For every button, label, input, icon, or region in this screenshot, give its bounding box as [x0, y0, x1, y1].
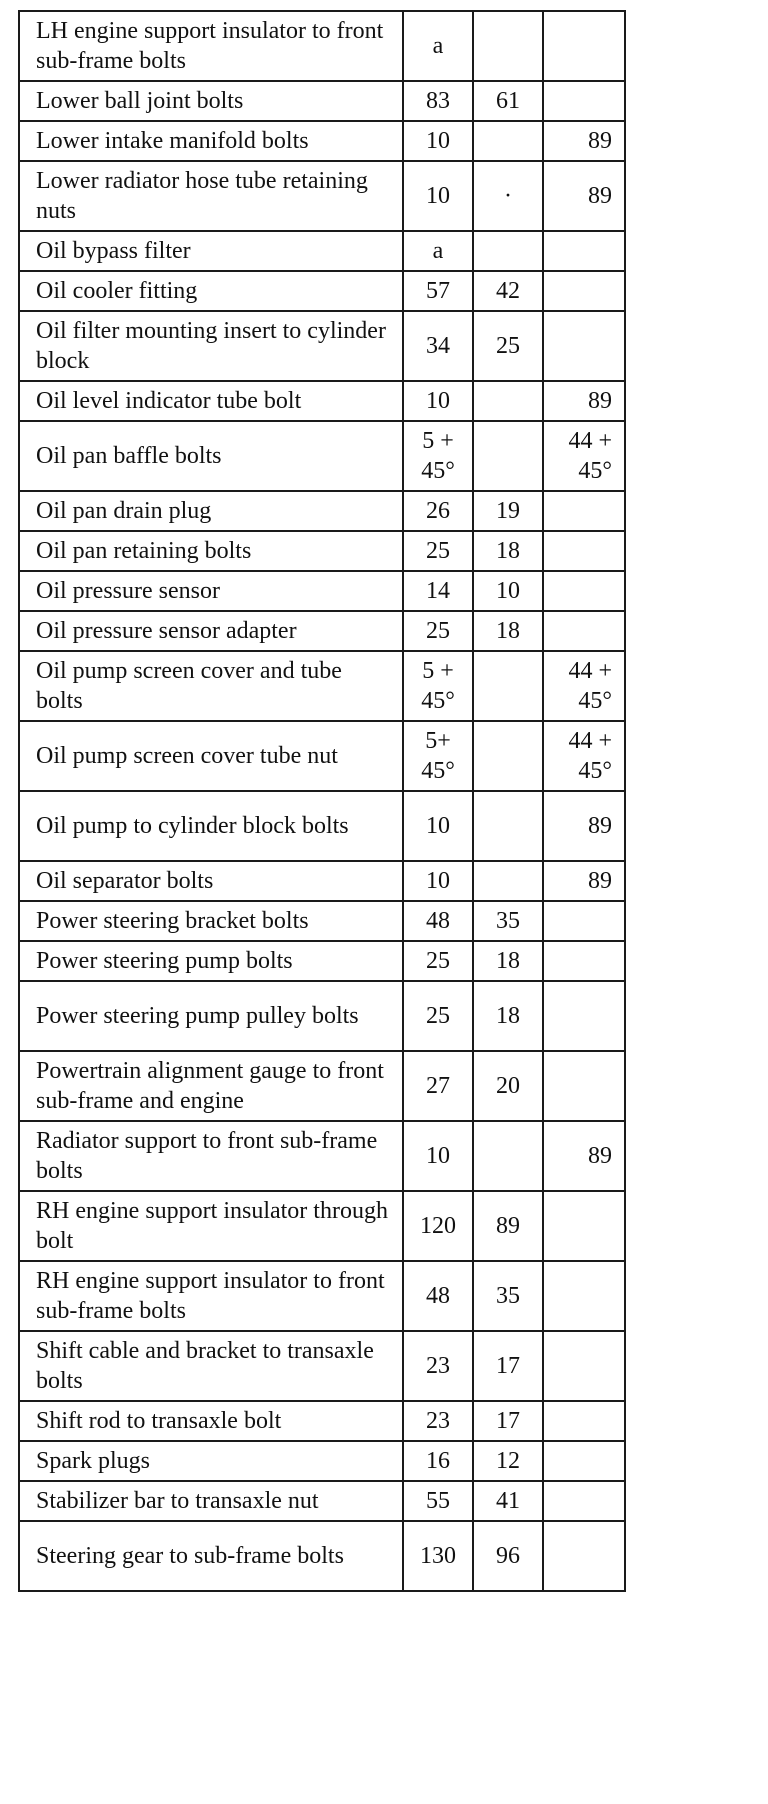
torque-lbft-cell: 18	[473, 941, 543, 981]
component-description-cell: LH engine support insulator to front sub-frame bolts	[19, 11, 403, 81]
torque-lbin-cell	[543, 531, 625, 571]
torque-lbft-cell: 20	[473, 1051, 543, 1121]
component-description-cell: Powertrain alignment gauge to front sub-frame and engine	[19, 1051, 403, 1121]
torque-nm-cell: 16	[403, 1441, 473, 1481]
torque-lbin-cell	[543, 81, 625, 121]
component-description-cell: Oil pump screen cover and tube bolts	[19, 651, 403, 721]
torque-table-body	[19, 11, 625, 1591]
table-row	[19, 651, 625, 721]
component-description-cell: Oil pump to cylinder block bolts	[19, 791, 403, 861]
component-description-cell: RH engine support insulator through bolt	[19, 1191, 403, 1261]
torque-lbin-cell	[543, 1051, 625, 1121]
torque-lbin-cell	[543, 571, 625, 611]
torque-nm-cell: 10	[403, 161, 473, 231]
torque-nm-cell: 34	[403, 311, 473, 381]
table-row	[19, 1191, 625, 1261]
table-row	[19, 1521, 625, 1591]
table-row	[19, 571, 625, 611]
table-row	[19, 1121, 625, 1191]
torque-lbin-cell: 89	[543, 161, 625, 231]
table-row	[19, 1261, 625, 1331]
table-row	[19, 941, 625, 981]
table-row	[19, 271, 625, 311]
table-row	[19, 1401, 625, 1441]
torque-lbin-cell	[543, 231, 625, 271]
torque-nm-cell: 25	[403, 531, 473, 571]
torque-nm-cell: 10	[403, 381, 473, 421]
torque-lbin-cell: 89	[543, 861, 625, 901]
component-description-cell: Power steering pump bolts	[19, 941, 403, 981]
torque-nm-cell: 23	[403, 1401, 473, 1441]
torque-lbin-cell: 44 + 45°	[543, 721, 625, 791]
torque-nm-cell: 57	[403, 271, 473, 311]
torque-nm-cell: 23	[403, 1331, 473, 1401]
torque-lbft-cell	[473, 231, 543, 271]
torque-nm-cell: 25	[403, 611, 473, 651]
torque-lbin-cell: 89	[543, 791, 625, 861]
torque-spec-page	[18, 10, 626, 1592]
torque-nm-cell: 10	[403, 121, 473, 161]
table-row	[19, 791, 625, 861]
table-row	[19, 311, 625, 381]
torque-lbin-cell	[543, 1331, 625, 1401]
torque-lbin-cell	[543, 901, 625, 941]
torque-lbin-cell	[543, 311, 625, 381]
torque-nm-cell: a	[403, 231, 473, 271]
table-row	[19, 1441, 625, 1481]
torque-nm-cell: a	[403, 11, 473, 81]
torque-nm-cell: 25	[403, 981, 473, 1051]
component-description-cell: Oil pan baffle bolts	[19, 421, 403, 491]
torque-lbft-cell	[473, 791, 543, 861]
torque-lbft-cell: 10	[473, 571, 543, 611]
torque-lbft-cell: 96	[473, 1521, 543, 1591]
torque-lbft-cell: 18	[473, 981, 543, 1051]
torque-lbft-cell: 89	[473, 1191, 543, 1261]
torque-nm-cell: 55	[403, 1481, 473, 1521]
table-row	[19, 161, 625, 231]
table-row	[19, 11, 625, 81]
torque-lbin-cell	[543, 1191, 625, 1261]
torque-lbft-cell: 12	[473, 1441, 543, 1481]
torque-lbft-cell: 35	[473, 901, 543, 941]
component-description-cell: Power steering pump pulley bolts	[19, 981, 403, 1051]
torque-nm-cell: 27	[403, 1051, 473, 1121]
torque-nm-cell: 26	[403, 491, 473, 531]
torque-lbft-cell: 18	[473, 531, 543, 571]
torque-nm-cell: 5 + 45°	[403, 651, 473, 721]
torque-nm-cell: 48	[403, 901, 473, 941]
component-description-cell: Oil pump screen cover tube nut	[19, 721, 403, 791]
torque-lbin-cell	[543, 981, 625, 1051]
table-row	[19, 901, 625, 941]
torque-lbft-cell	[473, 121, 543, 161]
torque-lbft-cell: 17	[473, 1331, 543, 1401]
torque-lbft-cell	[473, 861, 543, 901]
torque-lbft-cell: 61	[473, 81, 543, 121]
component-description-cell: Lower intake manifold bolts	[19, 121, 403, 161]
component-description-cell: Oil bypass filter	[19, 231, 403, 271]
component-description-cell: Shift cable and bracket to transaxle bolts	[19, 1331, 403, 1401]
torque-lbin-cell	[543, 491, 625, 531]
torque-lbin-cell: 89	[543, 1121, 625, 1191]
table-row	[19, 531, 625, 571]
torque-lbft-cell: ·	[473, 161, 543, 231]
torque-lbin-cell	[543, 11, 625, 81]
torque-lbft-cell	[473, 421, 543, 491]
component-description-cell: Power steering bracket bolts	[19, 901, 403, 941]
table-row	[19, 1331, 625, 1401]
table-row	[19, 231, 625, 271]
torque-nm-cell: 5+ 45°	[403, 721, 473, 791]
torque-nm-cell: 10	[403, 861, 473, 901]
torque-lbft-cell: 42	[473, 271, 543, 311]
torque-lbin-cell	[543, 611, 625, 651]
torque-lbin-cell	[543, 1401, 625, 1441]
table-row	[19, 1051, 625, 1121]
torque-lbin-cell: 89	[543, 121, 625, 161]
torque-lbin-cell	[543, 941, 625, 981]
component-description-cell: Oil pan retaining bolts	[19, 531, 403, 571]
component-description-cell: Lower ball joint bolts	[19, 81, 403, 121]
table-row	[19, 1481, 625, 1521]
torque-lbin-cell	[543, 271, 625, 311]
torque-lbft-cell: 41	[473, 1481, 543, 1521]
component-description-cell: Oil pressure sensor adapter	[19, 611, 403, 651]
table-row	[19, 121, 625, 161]
torque-lbin-cell: 44 + 45°	[543, 651, 625, 721]
table-row	[19, 981, 625, 1051]
table-row	[19, 721, 625, 791]
component-description-cell: Oil separator bolts	[19, 861, 403, 901]
component-description-cell: RH engine support insulator to front sub-frame bolts	[19, 1261, 403, 1331]
torque-nm-cell: 48	[403, 1261, 473, 1331]
torque-lbin-cell	[543, 1481, 625, 1521]
table-row	[19, 421, 625, 491]
torque-lbft-cell: 18	[473, 611, 543, 651]
table-row	[19, 81, 625, 121]
component-description-cell: Oil level indicator tube bolt	[19, 381, 403, 421]
torque-nm-cell: 10	[403, 791, 473, 861]
torque-lbft-cell	[473, 721, 543, 791]
component-description-cell: Oil cooler fitting	[19, 271, 403, 311]
torque-lbin-cell	[543, 1441, 625, 1481]
torque-lbin-cell	[543, 1261, 625, 1331]
torque-lbin-cell	[543, 1521, 625, 1591]
component-description-cell: Lower radiator hose tube retaining nuts	[19, 161, 403, 231]
torque-lbft-cell	[473, 1121, 543, 1191]
component-description-cell: Steering gear to sub-frame bolts	[19, 1521, 403, 1591]
torque-nm-cell: 5 + 45°	[403, 421, 473, 491]
torque-lbft-cell	[473, 11, 543, 81]
torque-lbft-cell: 19	[473, 491, 543, 531]
component-description-cell: Oil pan drain plug	[19, 491, 403, 531]
torque-lbft-cell: 35	[473, 1261, 543, 1331]
torque-lbft-cell	[473, 651, 543, 721]
table-row	[19, 861, 625, 901]
torque-lbft-cell	[473, 381, 543, 421]
torque-lbft-cell: 25	[473, 311, 543, 381]
torque-lbft-cell: 17	[473, 1401, 543, 1441]
torque-nm-cell: 130	[403, 1521, 473, 1591]
component-description-cell: Radiator support to front sub-frame bolts	[19, 1121, 403, 1191]
component-description-cell: Oil filter mounting insert to cylinder block	[19, 311, 403, 381]
table-row	[19, 611, 625, 651]
component-description-cell: Shift rod to transaxle bolt	[19, 1401, 403, 1441]
torque-nm-cell: 14	[403, 571, 473, 611]
torque-spec-table	[18, 10, 626, 1592]
torque-lbin-cell: 44 + 45°	[543, 421, 625, 491]
torque-nm-cell: 10	[403, 1121, 473, 1191]
component-description-cell: Oil pressure sensor	[19, 571, 403, 611]
torque-nm-cell: 120	[403, 1191, 473, 1261]
component-description-cell: Stabilizer bar to transaxle nut	[19, 1481, 403, 1521]
component-description-cell: Spark plugs	[19, 1441, 403, 1481]
table-row	[19, 381, 625, 421]
torque-lbin-cell: 89	[543, 381, 625, 421]
torque-nm-cell: 83	[403, 81, 473, 121]
torque-nm-cell: 25	[403, 941, 473, 981]
table-row	[19, 491, 625, 531]
